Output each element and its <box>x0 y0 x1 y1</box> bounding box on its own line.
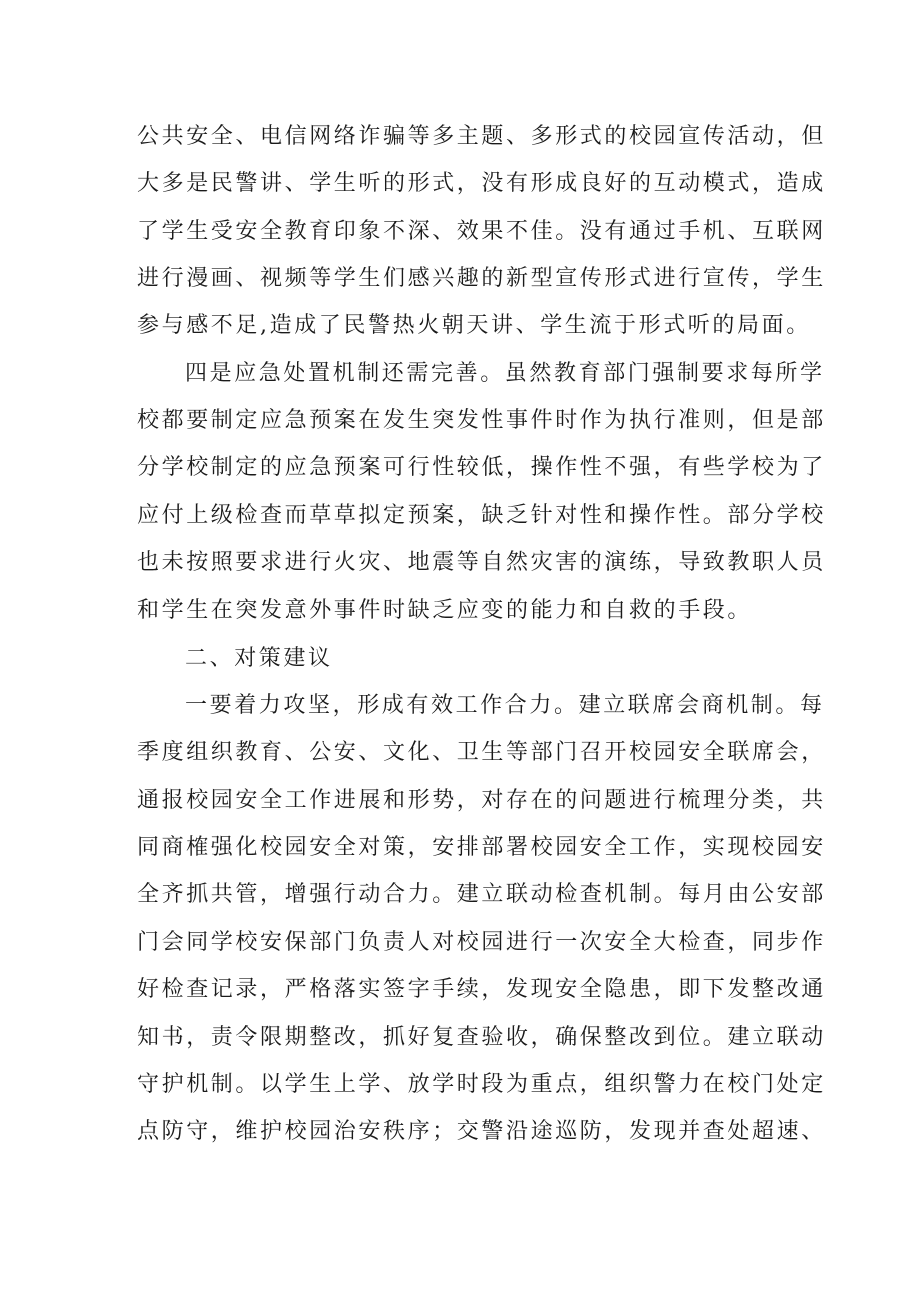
text-line: 通报校园安全工作进展和形势，对存在的问题进行梳理分类，共 <box>137 788 826 813</box>
text-line: 和学生在突发意外事件时缺乏应变的能力和自救的手段。 <box>137 598 753 623</box>
text-line: 了学生受安全教育印象不深、效果不佳。没有通过手机、互联网 <box>137 219 826 244</box>
text-line: 大多是民警讲、学生听的形式，没有形成良好的互动模式，造成 <box>137 171 826 196</box>
paragraph-first-line: 一要着力攻坚，形成有效工作合力。建立联席会商机制。每 <box>185 693 825 718</box>
text-line: 同商榷强化校园安全对策，安排部署校园安全工作，实现校园安 <box>137 835 826 860</box>
text-line: 也未按照要求进行火灾、地震等自然灾害的演练，导致教职人员 <box>137 550 826 575</box>
text-line: 公共安全、电信网络诈骗等多主题、多形式的校园宣传活动，但 <box>137 124 826 149</box>
text-line: 守护机制。以学生上学、放学时段为重点，组织警力在校门处定 <box>137 1072 826 1097</box>
text-line: 门会同学校安保部门负责人对校园进行一次安全大检查，同步作 <box>137 930 826 955</box>
section-heading: 二、对策建议 <box>185 646 333 671</box>
text-line: 全齐抓共管，增强行动合力。建立联动检查机制。每月由公安部 <box>137 882 826 907</box>
text-line: 进行漫画、视频等学生们感兴趣的新型宣传形式进行宣传，学生 <box>137 266 826 291</box>
text-line: 季度组织教育、公安、文化、卫生等部门召开校园安全联席会， <box>137 740 826 765</box>
text-line: 参与感不足,造成了民警热火朝天讲、学生流于形式听的局面。 <box>137 313 811 338</box>
text-line: 校都要制定应急预案在发生突发性事件时作为执行准则，但是部 <box>137 408 826 433</box>
text-line: 应付上级检查而草草拟定预案，缺乏针对性和操作性。部分学校 <box>137 503 826 528</box>
text-line: 好检查记录，严格落实签字手续，发现安全隐患，即下发整改通 <box>137 977 826 1002</box>
text-line: 分学校制定的应急预案可行性较低，操作性不强，有些学校为了 <box>137 455 826 480</box>
paragraph-first-line: 四是应急处置机制还需完善。虽然教育部门强制要求每所学 <box>185 361 825 386</box>
text-line: 知书，责令限期整改，抓好复查验收，确保整改到位。建立联动 <box>137 1025 826 1050</box>
text-line: 点防守，维护校园治安秩序；交警沿途巡防，发现并查处超速、 <box>137 1119 826 1144</box>
